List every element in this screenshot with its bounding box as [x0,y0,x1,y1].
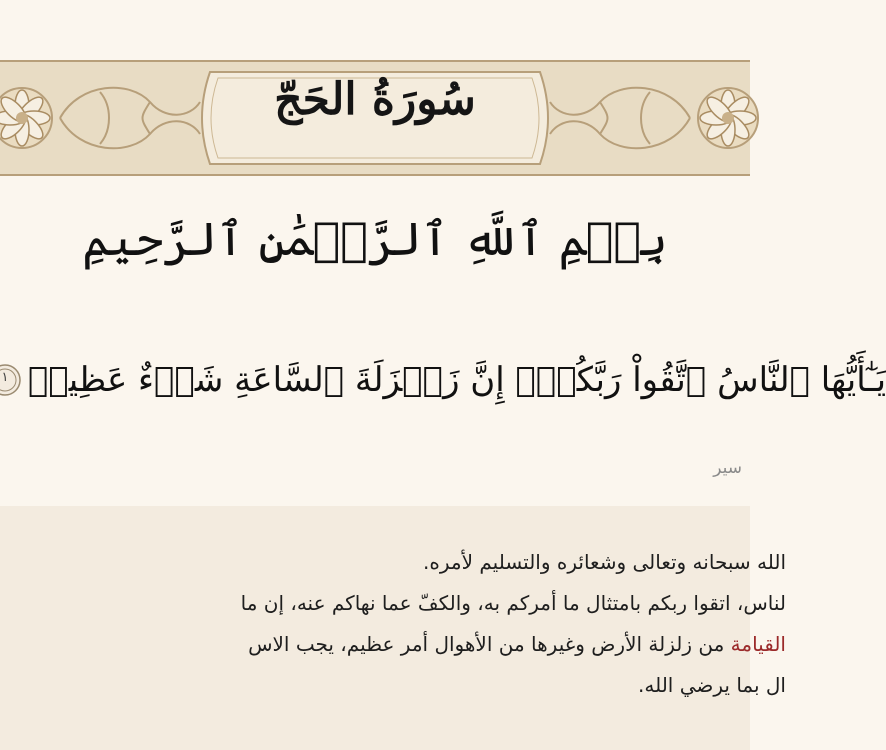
basmala: بِسۡمِ ٱللَّهِ ٱلرَّحۡمَٰنِ ٱلرَّحِيمِ [82,212,668,266]
verse-text: يَـٰٓأَيُّهَا ٱلنَّاسُ ٱتَّقُواْ رَبَّكُمۡۚ إِنَّ زَلۡزَلَةَ ٱلسَّاعَةِ شَيۡءٌ عَظِيمٞ [28,360,886,400]
tafsir-line-3-rest: من زلزلة الأرض وغيرها من الأهوال أمر عظيم، يجب الاس [248,632,731,656]
tafsir-highlight: القيامة [730,632,786,656]
verse-number-marker [0,363,22,397]
tafsir-line-3 [16,624,786,665]
verse-row[interactable] [0,350,886,410]
tafsir-line-4: ال بما يرضي الله. [638,673,786,697]
tafsir-panel [0,506,786,750]
tafsir-line-1: الله سبحانه وتعالى وشعائره والتسليم لأمره. [423,550,786,574]
surah-title: سُورَةُ الحَجّ [274,74,476,125]
tafsir-line-2: لناس، اتقوا ربكم بامتثال ما أمركم به، والكفّ عما نهاكم عنه، إن ما [240,591,786,615]
tafsir-link[interactable]: سير [713,458,742,478]
tafsir-text [16,542,786,706]
verse-number: ١ [1,370,9,385]
